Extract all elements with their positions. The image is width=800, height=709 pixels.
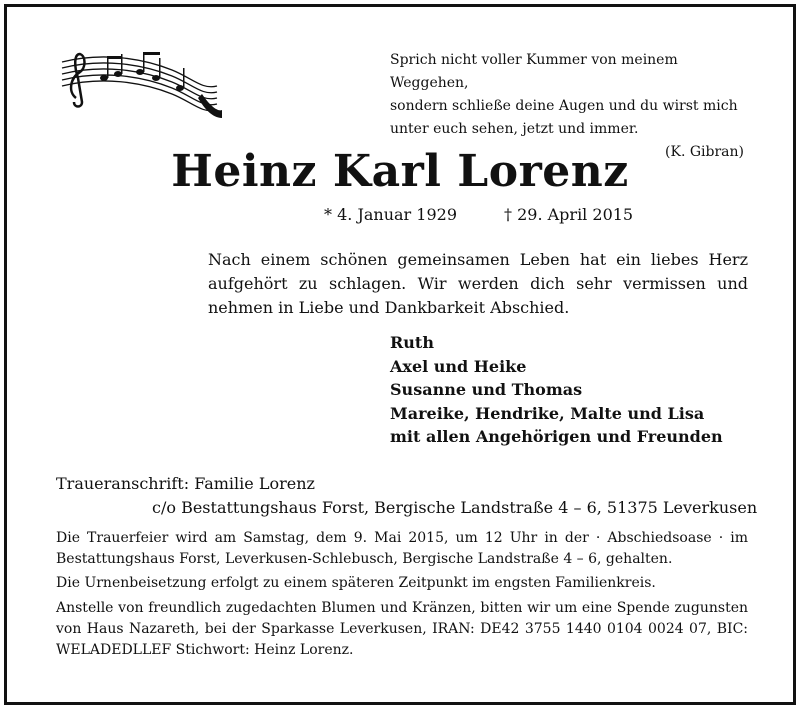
mourning-address xyxy=(56,472,757,520)
family-member: Ruth xyxy=(390,333,434,352)
address-line-2: c/o Bestattungshaus Forst, Bergische Landstraße 4 – 6, 51375 Leverkusen xyxy=(152,498,758,517)
address-line-1: Traueranschrift: Familie Lorenz xyxy=(56,474,315,493)
death-date: † 29. April 2015 xyxy=(504,205,634,224)
quote-attribution: (K. Gibran) xyxy=(665,144,744,160)
family-member: mit allen Angehörigen und Freunden xyxy=(390,427,723,446)
deceased-name: Heinz Karl Lorenz xyxy=(171,146,629,197)
family-member: Axel und Heike xyxy=(390,356,527,376)
notice-donation: Anstelle von freundlich zugedachten Blumen und Kränzen, bitten wir um eine Spende zugunsten von Haus Nazareth, bei der Sparkasse Leverkusen, IRAN: DE42 3755 1440 0104 0024 07, BIC: WELADEDLLEF Stichwort: Heinz Lorenz. xyxy=(56,600,748,658)
farewell-message: Nach einem schönen gemeinsamen Leben hat ein liebes Herz aufgehört zu schlagen. Wir werden dich sehr vermissen und nehmen in Liebe und Dankbarkeit Abschied. xyxy=(208,250,748,317)
quote-line: unter euch sehen, jetzt und immer. xyxy=(390,121,639,137)
family-list xyxy=(390,331,723,449)
birth-date: * 4. Januar 1929 xyxy=(324,205,457,224)
music-staff-icon xyxy=(52,48,222,118)
family-member: Mareike, Hendrike, Malte und Lisa xyxy=(390,403,705,423)
quote-line: Sprich nicht voller Kummer von meinem Weggehen, xyxy=(390,52,678,91)
family-member: Susanne und Thomas xyxy=(390,380,583,399)
notice-funeral: Die Trauerfeier wird am Samstag, dem 9. Mai 2015, um 12 Uhr in der · Abschiedsoase · im Bestattungshaus Forst, Leverkusen-Schlebusch, Bergische Landstraße 4 – 6, gehalten. xyxy=(56,530,748,567)
quote-line: sondern schließe deine Augen und du wirst mich xyxy=(390,98,738,114)
notice-urn: Die Urnenbeisetzung erfolgt zu einem späteren Zeitpunkt im engsten Familienkreis. xyxy=(56,575,656,591)
